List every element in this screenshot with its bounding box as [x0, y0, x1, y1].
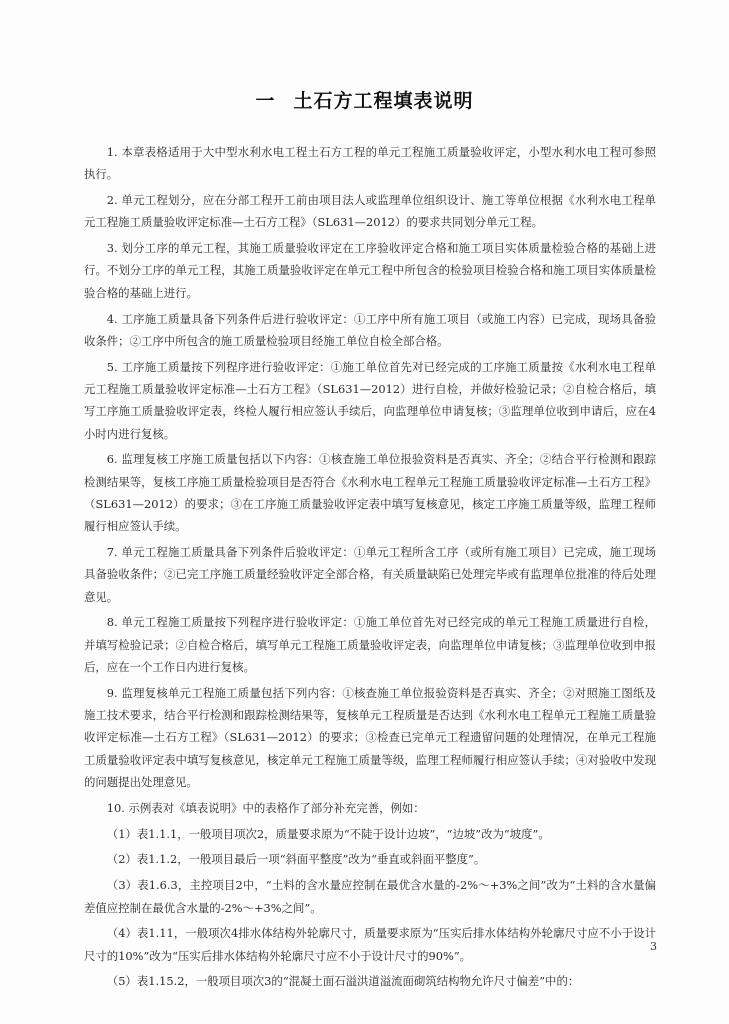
paragraph: （1）表1.1.1，一般项目项次2，质量要求原为“不陡于设计边坡”，“边坡”改为“坡度”。 — [106, 826, 550, 841]
paragraph: 10. 示例表对《填表说明》中的表格作了部分补充完善，例如： — [106, 800, 425, 815]
page-number: 3 — [650, 940, 657, 953]
page-title — [0, 86, 729, 113]
paragraph: 3. 划分工序的单元工程，其施工质量验收评定在工序验收评定合格和施工项目实体质量检验合格的基础上进行。不划分工序的单元工程，其施工质量验收评定在单元工程中所包含的检验项目检验合格和施工项目实体质量检验合格的基础上进行。 — [84, 241, 656, 300]
paragraph: （2）表1.1.2，一般项目最后一项“斜面平整度”改为“垂直或斜面平整度”。 — [106, 852, 486, 867]
paragraph: 6. 监理复核工序施工质量包括以下内容：①核查施工单位报验资料是否真实、齐全；②结合平行检测和跟踪检测结果等，复核工序施工质量检验项目是否符合《水利水电工程单元工程施工质量验收评定标准—土石方工程》（SL631—2012）的要求；③在工序施工质量验收评定表中填写复核意见，核定工序施工质量等级，监理工程师履行相应签认手续。 — [84, 452, 656, 534]
chapter-number: 一 — [255, 90, 276, 112]
paragraph: （4）表1.11，一般项次4排水体结构外轮廓尺寸，质量要求原为“压实后排水体结构外轮廓尺寸应不小于设计尺寸的10%”改为“压实后排水体结构外轮廓尺寸应不小于设计尺寸的90%”。 — [84, 926, 656, 963]
paragraph: 9. 监理复核单元工程施工质量包括下列内容：①核查施工单位报验资料是否真实、齐全；②对照施工图纸及施工技术要求，结合平行检测和跟踪检测结果等，复核单元工程质量是否达到《水利水电工程单元工程施工质量验收评定标准—土石方工程》（SL631—2012）的要求；③检查已完单元工程遗留问题的处理情况，在单元工程施工质量验收评定表中填写复核意见，核定单元工程施工质量等级，监理工程师履行相应签认手续；④对验收中发现的问题提出处理意见。 — [84, 685, 656, 790]
paragraph: （5）表1.15.2，一般项目项次3的“混凝土面石溢洪道溢流面砌筑结构物允许尺寸偏差”中的： — [106, 974, 580, 989]
paragraph: 8. 单元工程施工质量按下列程序进行验收评定：①施工单位首先对已经完成的单元工程施工质量进行自检，并填写检验记录；②自检合格后，填写单元工程施工质量验收评定表，向监理单位申请复核；③监理单位收到申报后，应在一个工作日内进行复核。 — [84, 615, 656, 675]
paragraph: 1. 本章表格适用于大中型水利水电工程土石方工程的单元工程施工质量验收评定，小型水利水电工程可参照执行。 — [84, 145, 656, 182]
paragraph: 7. 单元工程施工质量具备下列条件后验收评定：①单元工程所含工序（或所有施工项目）已完成，施工现场具备验收条件；②已完工序施工质量经验收评定全部合格，有关质量缺陷已处理完毕或有监理单位批准的待后处理意见。 — [84, 545, 656, 604]
chapter-title: 土石方工程填表说明 — [293, 90, 474, 112]
paragraph: （3）表1.6.3，主控项目2中，“土料的含水量应控制在最优含水量的-2%～+3%之间”改为“土料的含水量偏差值应控制在最优含水量的-2%～+3%之间”。 — [84, 878, 656, 915]
paragraph: 2. 单元工程划分，应在分部工程开工前由项目法人或监理单位组织设计、施工等单位根据《水利水电工程单元工程施工质量验收评定标准—土石方工程》（SL631—2012）的要求共同划分单元工程。 — [84, 193, 656, 230]
paragraph: 5. 工序施工质量按下列程序进行验收评定：①施工单位首先对已经完成的工序施工质量按《水利水电工程单元工程施工质量验收评定标准—土石方工程》（SL631—2012）进行自检，并做好检验记录；②自检合格后，填写工序施工质量验收评定表，终检人履行相应签认手续后，向监理单位申请复核；③监理单位收到申请后，应在4小时内进行复核。 — [84, 359, 656, 441]
paragraph: 4. 工序施工质量具备下列条件后进行验收评定：①工序中所有施工项目（或施工内容）已完成，现场具备验收条件；②工序中所包含的施工质量检验项目经施工单位自检全部合格。 — [84, 311, 656, 348]
body-text — [84, 141, 656, 996]
